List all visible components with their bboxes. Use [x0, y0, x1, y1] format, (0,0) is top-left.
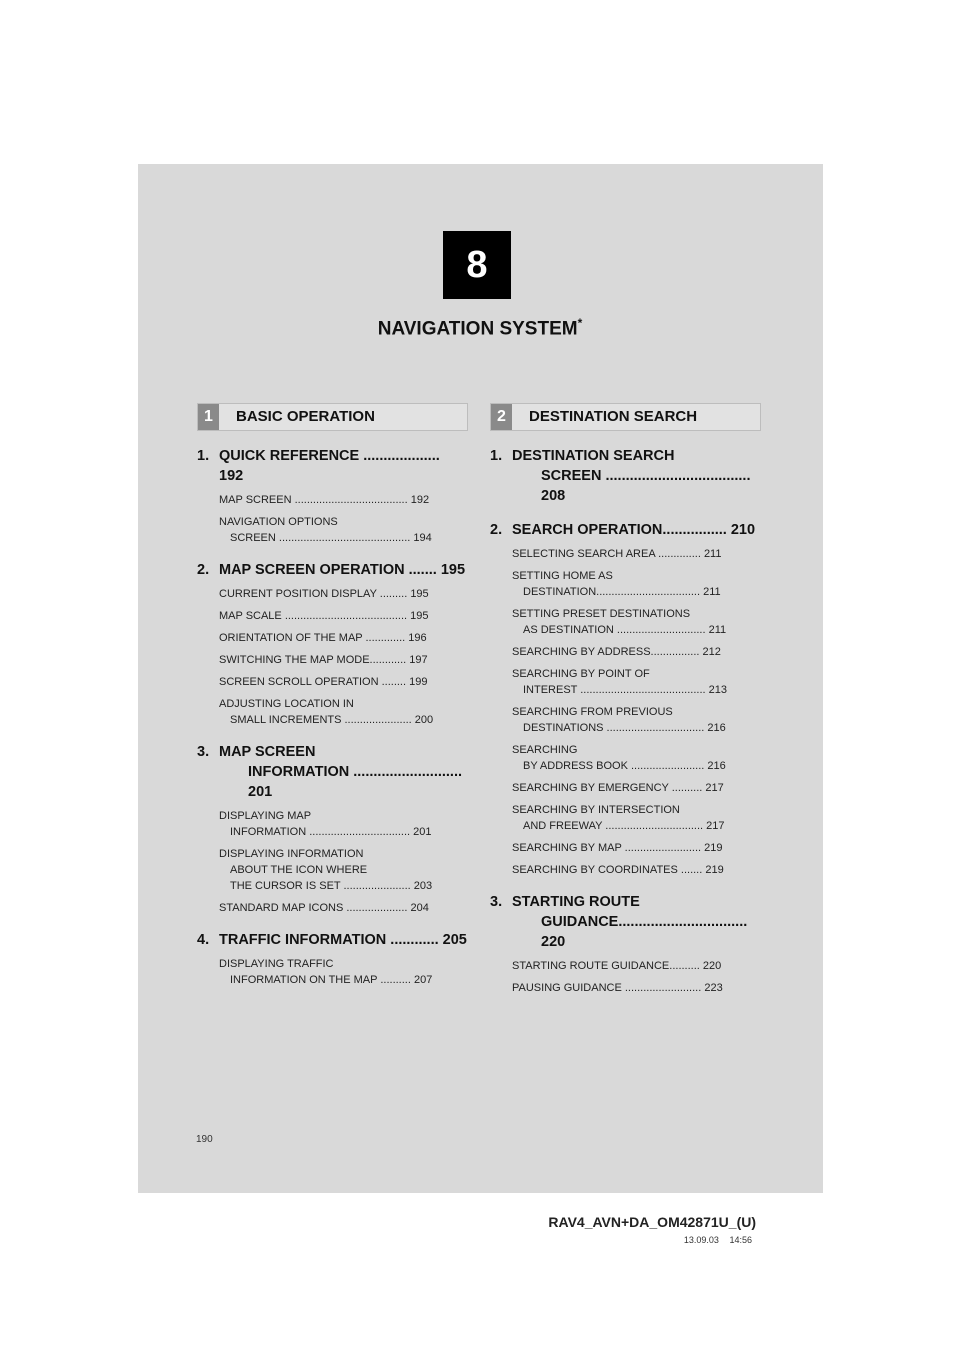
- toc-entry-number: 1.: [490, 448, 503, 464]
- toc-entry-title: SCREEN .................................... 208: [541, 468, 751, 504]
- toc-subentry[interactable]: [197, 492, 467, 508]
- toc-subentry-text: AS DESTINATION ............................. 211: [523, 624, 727, 636]
- toc-subentries: [197, 956, 467, 988]
- chapter-title: [0, 316, 960, 340]
- toc-subentries: [490, 546, 760, 878]
- toc-subentries: [197, 586, 467, 728]
- toc-entry[interactable]: [197, 742, 467, 802]
- chapter-title-mark: *: [577, 316, 583, 330]
- toc-subentry-text: SELECTING SEARCH AREA .............. 211: [512, 548, 722, 560]
- toc-subentry[interactable]: [490, 644, 760, 660]
- toc-entry[interactable]: [197, 560, 467, 580]
- section-header-destination-search: [490, 403, 761, 431]
- toc-subentries: [197, 808, 467, 916]
- toc-subentry[interactable]: [197, 900, 467, 916]
- toc-entry-number: 3.: [490, 894, 503, 910]
- toc-subentry-text: SMALL INCREMENTS ...................... 200: [230, 714, 434, 726]
- toc-subentry-text: SEARCHING: [512, 744, 578, 756]
- toc-column-destination-search: [490, 446, 760, 1002]
- chapter-title-text: NAVIGATION SYSTEM: [377, 318, 578, 340]
- toc-subentry[interactable]: [490, 742, 760, 774]
- toc-subentry-text: DESTINATIONS ................................ 216: [523, 722, 726, 734]
- footer-timestamp: [684, 1235, 752, 1245]
- toc-subentry[interactable]: [197, 956, 467, 988]
- toc-subentry-text: MAP SCREEN ..................................... 192: [219, 494, 430, 506]
- toc-subentry-text: ADJUSTING LOCATION IN: [219, 698, 354, 710]
- toc-subentry[interactable]: [490, 780, 760, 796]
- toc-subentry[interactable]: [490, 704, 760, 736]
- footer-date: 13.09.03: [683, 1235, 719, 1245]
- toc-subentry-text: INFORMATION ................................. 201: [230, 826, 432, 838]
- toc-subentry[interactable]: [490, 606, 760, 638]
- toc-subentry-text: SEARCHING BY POINT OF: [512, 668, 650, 680]
- toc-subentry-text: SEARCHING BY COORDINATES ....... 219: [512, 864, 724, 876]
- toc-subentry-text: AND FREEWAY ................................ 217: [523, 820, 725, 832]
- toc-subentry-text: STARTING ROUTE GUIDANCE.......... 220: [512, 960, 722, 972]
- toc-subentry[interactable]: [197, 608, 467, 624]
- chapter-number-badge: 8: [443, 231, 511, 299]
- toc-subentry-text: SEARCHING BY EMERGENCY .......... 217: [512, 782, 724, 794]
- toc-subentry[interactable]: [197, 696, 467, 728]
- toc-subentry[interactable]: [490, 666, 760, 698]
- toc-subentry-text: SEARCHING FROM PREVIOUS: [512, 706, 673, 718]
- toc-subentry-text: CURRENT POSITION DISPLAY ......... 195: [219, 588, 429, 600]
- toc-entry[interactable]: [490, 446, 760, 506]
- toc-subentry-text: SCREEN SCROLL OPERATION ........ 199: [219, 676, 428, 688]
- toc-subentry[interactable]: [197, 652, 467, 668]
- footer-time: 14:56: [729, 1235, 752, 1245]
- toc-entry-title: TRAFFIC INFORMATION ............ 205: [219, 932, 467, 948]
- toc-subentry-text: DISPLAYING INFORMATION: [219, 848, 364, 860]
- toc-subentry[interactable]: [197, 808, 467, 840]
- toc-subentry[interactable]: [197, 514, 467, 546]
- section-title: DESTINATION SEARCH: [529, 408, 698, 425]
- toc-subentry-text: STANDARD MAP ICONS .................... 204: [219, 902, 429, 914]
- toc-entry-number: 2.: [197, 562, 210, 578]
- toc-entry-title: DESTINATION SEARCH: [512, 448, 675, 464]
- toc-subentry[interactable]: [197, 674, 467, 690]
- toc-subentry[interactable]: [490, 840, 760, 856]
- toc-entry-number: 4.: [197, 932, 210, 948]
- toc-subentry-text: SEARCHING BY MAP ......................... 219: [512, 842, 723, 854]
- toc-subentry-text: DISPLAYING TRAFFIC: [219, 958, 334, 970]
- toc-subentry-text: DESTINATION.................................. 211: [523, 586, 721, 598]
- toc-entry[interactable]: [197, 446, 467, 486]
- toc-subentry-text: MAP SCALE ........................................ 195: [219, 610, 429, 622]
- toc-subentry[interactable]: [197, 846, 467, 894]
- toc-subentry-text: SEARCHING BY ADDRESS................ 212: [512, 646, 721, 658]
- toc-subentry-text: SCREEN ........................................... 194: [230, 532, 432, 544]
- page-number: 190: [196, 1134, 213, 1145]
- toc-subentry[interactable]: [490, 980, 760, 996]
- toc-entry[interactable]: [490, 892, 760, 952]
- section-number: 2: [491, 404, 512, 430]
- toc-subentry-text: SETTING PRESET DESTINATIONS: [512, 608, 691, 620]
- toc-subentry-text: INFORMATION ON THE MAP .......... 207: [230, 974, 433, 986]
- toc-subentry-text: NAVIGATION OPTIONS: [219, 516, 338, 528]
- toc-subentry-text: PAUSING GUIDANCE ......................... 223: [512, 982, 723, 994]
- section-title: BASIC OPERATION: [236, 408, 375, 425]
- toc-entry-title: MAP SCREEN OPERATION ....... 195: [219, 562, 466, 578]
- toc-entry-number: 1.: [197, 448, 210, 464]
- toc-entry-title: STARTING ROUTE: [512, 894, 640, 910]
- toc-subentry[interactable]: [490, 568, 760, 600]
- toc-subentry-text: SETTING HOME AS: [512, 570, 613, 582]
- toc-subentry[interactable]: [197, 586, 467, 602]
- toc-subentry[interactable]: [197, 630, 467, 646]
- footer-document-code: RAV4_AVN+DA_OM42871U_(U): [548, 1214, 756, 1230]
- toc-subentry-text: SEARCHING BY INTERSECTION: [512, 804, 680, 816]
- toc-entry-title: INFORMATION ........................... 201: [248, 764, 463, 800]
- toc-subentry-text: THE CURSOR IS SET ...................... 203: [230, 880, 433, 892]
- section-header-basic-operation: [197, 403, 468, 431]
- toc-entry-number: 3.: [197, 744, 210, 760]
- toc-entry-title: MAP SCREEN: [219, 744, 316, 760]
- section-number: 1: [198, 404, 219, 430]
- toc-subentry[interactable]: [490, 546, 760, 562]
- toc-subentry-text: ABOUT THE ICON WHERE: [230, 864, 368, 876]
- toc-column-basic-operation: [197, 446, 467, 994]
- toc-subentry[interactable]: [490, 862, 760, 878]
- toc-subentry[interactable]: [490, 958, 760, 974]
- toc-entry-title: SEARCH OPERATION................ 210: [512, 522, 756, 538]
- toc-subentry-text: BY ADDRESS BOOK ........................ 216: [523, 760, 726, 772]
- toc-subentry[interactable]: [490, 802, 760, 834]
- toc-subentry-text: ORIENTATION OF THE MAP ............. 196: [219, 632, 427, 644]
- toc-subentries: [197, 492, 467, 546]
- toc-subentry-text: SWITCHING THE MAP MODE............ 197: [219, 654, 428, 666]
- toc-entry-title: QUICK REFERENCE ................... 192: [219, 448, 440, 484]
- toc-entry-title: GUIDANCE................................ 220: [541, 914, 748, 950]
- toc-subentries: [490, 958, 760, 996]
- toc-subentry-text: INTEREST ......................................... 213: [523, 684, 727, 696]
- toc-entry-number: 2.: [490, 522, 503, 538]
- toc-entry[interactable]: [197, 930, 467, 950]
- toc-entry[interactable]: [490, 520, 760, 540]
- toc-subentry-text: DISPLAYING MAP: [219, 810, 312, 822]
